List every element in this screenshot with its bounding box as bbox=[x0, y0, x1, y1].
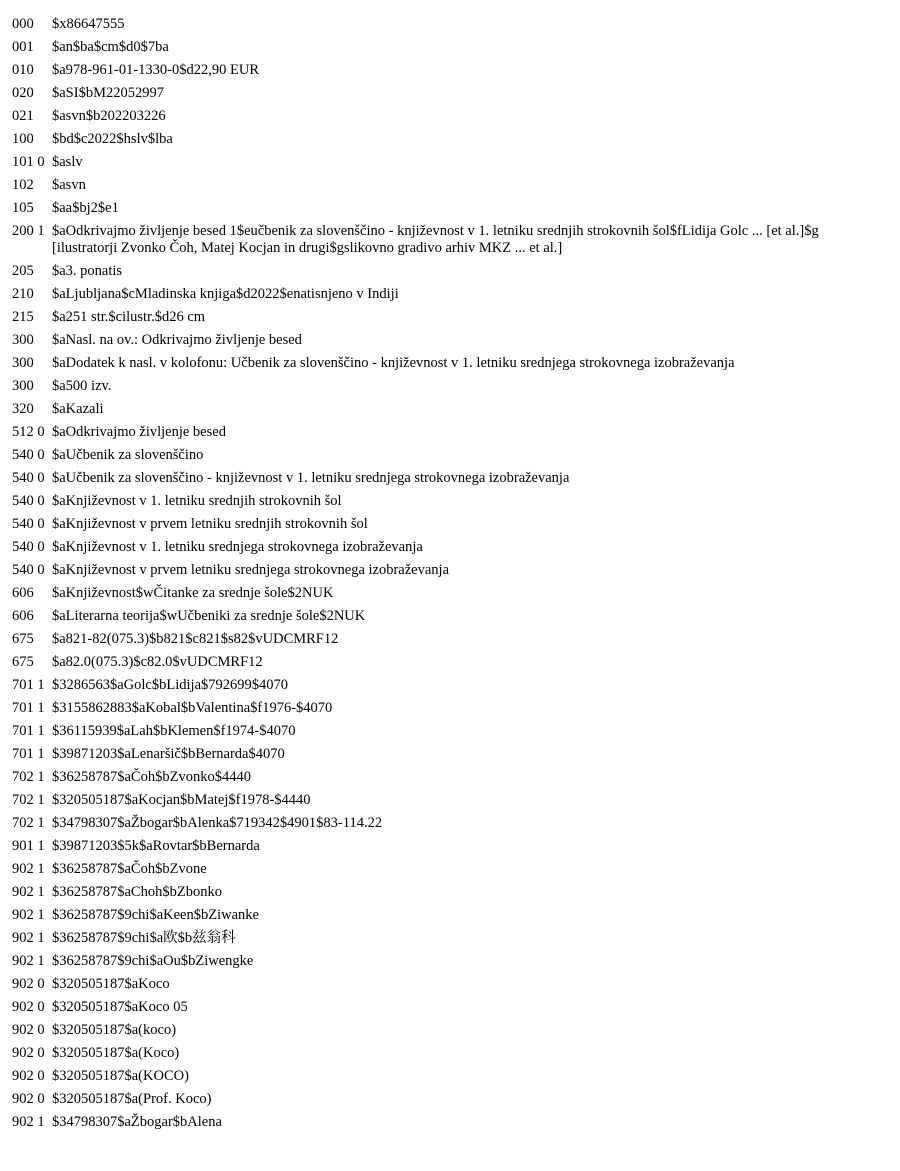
field-tag: 702 bbox=[12, 792, 34, 808]
field-indicator: 1 bbox=[37, 700, 45, 716]
field-tag: 701 bbox=[12, 746, 34, 762]
field-tag: 540 bbox=[12, 562, 34, 578]
field-tag-cell bbox=[12, 424, 52, 447]
field-tag: 902 bbox=[12, 953, 34, 969]
field-value: $a821-82(075.3)$b821$c821$s82$vUDCMRF12 bbox=[52, 631, 339, 647]
field-tag-cell bbox=[12, 746, 52, 769]
field-value: $a3. ponatis bbox=[52, 263, 123, 279]
field-tag-cell bbox=[12, 884, 52, 907]
field-value: $36258787$9chi$aOu$bZiwengke bbox=[52, 953, 254, 969]
field-indicator: 1 bbox=[37, 861, 45, 877]
field-tag: 540 bbox=[12, 516, 34, 532]
marc-field-row bbox=[12, 953, 872, 976]
marc-field-row bbox=[12, 562, 872, 585]
field-indicator: 0 bbox=[37, 1091, 45, 1107]
field-tag-cell bbox=[12, 700, 52, 723]
field-tag: 300 bbox=[12, 332, 34, 348]
marc-field-row bbox=[12, 608, 872, 631]
field-tag-cell bbox=[12, 792, 52, 815]
field-tag-cell bbox=[12, 108, 52, 131]
field-tag-cell bbox=[12, 223, 52, 263]
marc-field-row bbox=[12, 309, 872, 332]
field-tag-cell bbox=[12, 815, 52, 838]
marc-field-row bbox=[12, 516, 872, 539]
field-tag: 902 bbox=[12, 999, 34, 1015]
field-tag: 675 bbox=[12, 654, 34, 670]
field-tag: 902 bbox=[12, 861, 34, 877]
field-tag-cell bbox=[12, 1045, 52, 1068]
field-value: $320505187$a(Prof. Koco) bbox=[52, 1091, 212, 1107]
marc-field-row bbox=[12, 108, 872, 131]
field-tag-cell bbox=[12, 562, 52, 585]
field-value: $aSI$bM22052997 bbox=[52, 85, 164, 101]
field-tag-cell bbox=[12, 1114, 52, 1137]
field-tag-cell bbox=[12, 493, 52, 516]
marc-field-row bbox=[12, 907, 872, 930]
marc-field-row bbox=[12, 930, 872, 953]
field-value: $aKnjiževnost v prvem letniku srednjih strokovnih šol bbox=[52, 516, 368, 532]
field-tag: 200 bbox=[12, 223, 34, 239]
marc-field-row bbox=[12, 723, 872, 746]
field-indicator: 1 bbox=[37, 907, 45, 923]
field-value: $39871203$5k$aRovtar$bBernarda bbox=[52, 838, 260, 854]
marc-field-row bbox=[12, 16, 872, 39]
field-value: $aKazali bbox=[52, 401, 104, 417]
field-value: $aKnjiževnost v 1. letniku srednjega strokovnega izobraževanja bbox=[52, 539, 423, 555]
field-tag: 300 bbox=[12, 378, 34, 394]
field-indicator: 0 bbox=[37, 424, 45, 440]
field-indicator: 0 bbox=[37, 154, 45, 170]
field-tag-cell bbox=[12, 677, 52, 700]
marc-field-row bbox=[12, 585, 872, 608]
marc-field-row bbox=[12, 85, 872, 108]
field-tag: 701 bbox=[12, 700, 34, 716]
field-tag: 215 bbox=[12, 309, 34, 325]
field-tag-cell bbox=[12, 177, 52, 200]
field-tag: 102 bbox=[12, 177, 34, 193]
field-tag-cell bbox=[12, 631, 52, 654]
marc-field-row bbox=[12, 1045, 872, 1068]
marc-field-row bbox=[12, 677, 872, 700]
marc-field-row bbox=[12, 286, 872, 309]
field-value: $3155862883$aKobal$bValentina$f1976-$4070 bbox=[52, 700, 333, 716]
marc-field-row bbox=[12, 700, 872, 723]
field-value: $aLiterarna teorija$wUčbeniki za srednje šole$2NUK bbox=[52, 608, 366, 624]
field-indicator: 0 bbox=[37, 562, 45, 578]
marc-field-row bbox=[12, 39, 872, 62]
field-tag: 010 bbox=[12, 62, 34, 78]
field-value: $a251 str.$cilustr.$d26 cm bbox=[52, 309, 206, 325]
field-indicator: 1 bbox=[37, 884, 45, 900]
field-value: $3286563$aGolc$bLidija$792699$4070 bbox=[52, 677, 289, 693]
field-value: $aKnjiževnost v 1. letniku srednjih strokovnih šol bbox=[52, 493, 342, 509]
field-tag: 902 bbox=[12, 976, 34, 992]
field-tag: 702 bbox=[12, 815, 34, 831]
field-tag-cell bbox=[12, 447, 52, 470]
marc-field-row bbox=[12, 493, 872, 516]
field-value: $aLjubljana$cMladinska knjiga$d2022$enatisnjeno v Indiji bbox=[52, 286, 399, 302]
marc-field-row bbox=[12, 1022, 872, 1045]
field-indicator: 1 bbox=[37, 930, 45, 946]
field-tag: 000 bbox=[12, 16, 34, 32]
field-value: $aslv bbox=[52, 154, 83, 170]
field-tag: 902 bbox=[12, 930, 34, 946]
field-indicator: 1 bbox=[37, 746, 45, 762]
field-tag: 902 bbox=[12, 1091, 34, 1107]
marc-field-row bbox=[12, 838, 872, 861]
field-tag-cell bbox=[12, 16, 52, 39]
field-tag: 020 bbox=[12, 85, 34, 101]
marc-field-row bbox=[12, 447, 872, 470]
field-tag: 902 bbox=[12, 1045, 34, 1061]
field-value: $aUčbenik za slovenščino - književnost v 1. letniku srednjega strokovnega izobraževanja bbox=[52, 470, 570, 486]
marc-field-row bbox=[12, 999, 872, 1022]
marc-field-row bbox=[12, 62, 872, 85]
field-tag-cell bbox=[12, 654, 52, 677]
field-indicator: 0 bbox=[37, 976, 45, 992]
marc-field-row bbox=[12, 769, 872, 792]
field-tag: 701 bbox=[12, 677, 34, 693]
field-tag-cell bbox=[12, 332, 52, 355]
marc-field-row bbox=[12, 1114, 872, 1137]
field-tag-cell bbox=[12, 286, 52, 309]
field-tag-cell bbox=[12, 62, 52, 85]
field-tag: 606 bbox=[12, 608, 34, 624]
field-tag-cell bbox=[12, 930, 52, 953]
marc-field-row bbox=[12, 884, 872, 907]
field-value: $36258787$9chi$a欧$b兹翁科 bbox=[52, 930, 236, 946]
field-tag: 540 bbox=[12, 539, 34, 555]
field-tag-cell bbox=[12, 999, 52, 1022]
field-value: $320505187$a(Koco) bbox=[52, 1045, 180, 1061]
field-tag: 902 bbox=[12, 1114, 34, 1130]
field-tag-cell bbox=[12, 263, 52, 286]
field-tag: 675 bbox=[12, 631, 34, 647]
field-tag-cell bbox=[12, 585, 52, 608]
field-indicator: 1 bbox=[37, 815, 45, 831]
field-value: $36258787$9chi$aKeen$bZiwanke bbox=[52, 907, 259, 923]
field-value: $a500 izv. bbox=[52, 378, 112, 394]
field-tag-cell bbox=[12, 516, 52, 539]
field-value: $aOdkrivajmo življenje besed 1$eučbenik za slovenščino - književnost v 1. letniku srednjih strokovnih šol$fLidija Golc ... [et al.]$g [ilustratorji Zvonko Čoh, Matej Kocjan in drugi$gslikovno gradivo arhiv MKZ ... et al.] bbox=[52, 223, 819, 256]
field-value: $aKnjiževnost v prvem letniku srednjega strokovnega izobraževanja bbox=[52, 562, 450, 578]
field-tag-cell bbox=[12, 154, 52, 177]
field-value: $39871203$aLenaršič$bBernarda$4070 bbox=[52, 746, 285, 762]
field-tag: 210 bbox=[12, 286, 34, 302]
field-indicator: 0 bbox=[37, 447, 45, 463]
field-tag: 902 bbox=[12, 1068, 34, 1084]
field-indicator: 1 bbox=[37, 769, 45, 785]
marc-field-row bbox=[12, 631, 872, 654]
field-value: $36115939$aLah$bKlemen$f1974-$4070 bbox=[52, 723, 296, 739]
field-value: $320505187$aKoco bbox=[52, 976, 170, 992]
field-tag: 105 bbox=[12, 200, 34, 216]
field-tag: 606 bbox=[12, 585, 34, 601]
field-tag: 901 bbox=[12, 838, 34, 854]
field-value: $a82.0(075.3)$c82.0$vUDCMRF12 bbox=[52, 654, 263, 670]
field-indicator: 0 bbox=[37, 999, 45, 1015]
field-tag: 021 bbox=[12, 108, 34, 124]
marc-field-row bbox=[12, 792, 872, 815]
field-tag-cell bbox=[12, 309, 52, 332]
field-tag: 100 bbox=[12, 131, 34, 147]
field-indicator: 1 bbox=[37, 723, 45, 739]
marc-field-row bbox=[12, 154, 872, 177]
field-indicator: 0 bbox=[37, 470, 45, 486]
field-value: $320505187$aKocjan$bMatej$f1978-$4440 bbox=[52, 792, 311, 808]
field-tag-cell bbox=[12, 838, 52, 861]
field-tag-cell bbox=[12, 769, 52, 792]
field-tag-cell bbox=[12, 608, 52, 631]
marc-field-row bbox=[12, 470, 872, 493]
marc-field-row bbox=[12, 654, 872, 677]
marc-record-body bbox=[12, 16, 872, 1137]
field-value: $aa$bj2$e1 bbox=[52, 200, 119, 216]
field-value: $36258787$aČoh$bZvonko$4440 bbox=[52, 769, 251, 785]
field-indicator: 0 bbox=[37, 1022, 45, 1038]
field-tag: 300 bbox=[12, 355, 34, 371]
marc-field-row bbox=[12, 332, 872, 355]
field-tag: 540 bbox=[12, 447, 34, 463]
field-tag: 701 bbox=[12, 723, 34, 739]
field-tag-cell bbox=[12, 355, 52, 378]
field-indicator: 0 bbox=[37, 1045, 45, 1061]
field-value: $bd$c2022$hslv$lba bbox=[52, 131, 173, 147]
marc-field-row bbox=[12, 815, 872, 838]
field-tag: 702 bbox=[12, 769, 34, 785]
field-value: $aKnjiževnost$wČitanke za srednje šole$2NUK bbox=[52, 585, 334, 601]
field-value: $asvn bbox=[52, 177, 86, 193]
marc-field-row bbox=[12, 539, 872, 562]
field-tag-cell bbox=[12, 131, 52, 154]
marc-field-row bbox=[12, 746, 872, 769]
field-value: $x86647555 bbox=[52, 16, 125, 32]
field-tag: 101 bbox=[12, 154, 34, 170]
field-indicator: 0 bbox=[37, 1068, 45, 1084]
field-value: $320505187$aKoco 05 bbox=[52, 999, 188, 1015]
field-indicator: 1 bbox=[37, 677, 45, 693]
field-tag-cell bbox=[12, 861, 52, 884]
field-tag: 902 bbox=[12, 884, 34, 900]
field-tag: 902 bbox=[12, 1022, 34, 1038]
field-tag: 001 bbox=[12, 39, 34, 55]
marc-field-row bbox=[12, 223, 872, 263]
field-value: $aDodatek k nasl. v kolofonu: Učbenik za slovenščino - književnost v 1. letniku srednjega strokovnega izobraževanja bbox=[52, 355, 735, 371]
marc-field-row bbox=[12, 976, 872, 999]
field-tag-cell bbox=[12, 378, 52, 401]
field-indicator: 0 bbox=[37, 539, 45, 555]
field-indicator: 1 bbox=[37, 838, 45, 854]
field-indicator: 0 bbox=[37, 493, 45, 509]
field-value: $36258787$aChoh$bZbonko bbox=[52, 884, 222, 900]
field-tag-cell bbox=[12, 976, 52, 999]
field-tag: 320 bbox=[12, 401, 34, 417]
marc-field-row bbox=[12, 263, 872, 286]
field-indicator: 1 bbox=[37, 1114, 45, 1130]
marc-field-row bbox=[12, 861, 872, 884]
field-indicator: 1 bbox=[37, 953, 45, 969]
marc-field-row bbox=[12, 1068, 872, 1091]
field-tag-cell bbox=[12, 200, 52, 223]
marc-field-row bbox=[12, 355, 872, 378]
field-tag-cell bbox=[12, 39, 52, 62]
field-tag: 540 bbox=[12, 470, 34, 486]
field-tag-cell bbox=[12, 1091, 52, 1114]
field-value: $36258787$aČoh$bZvone bbox=[52, 861, 207, 877]
field-tag: 540 bbox=[12, 493, 34, 509]
marc-field-row bbox=[12, 401, 872, 424]
field-tag: 205 bbox=[12, 263, 34, 279]
field-tag-cell bbox=[12, 470, 52, 493]
field-tag-cell bbox=[12, 85, 52, 108]
field-tag-cell bbox=[12, 539, 52, 562]
field-value: $aOdkrivajmo življenje besed bbox=[52, 424, 226, 440]
field-value: $asvn$b202203226 bbox=[52, 108, 166, 124]
field-tag-cell bbox=[12, 907, 52, 930]
marc-field-row bbox=[12, 177, 872, 200]
marc-record-table bbox=[12, 16, 872, 1137]
field-tag-cell bbox=[12, 953, 52, 976]
marc-field-row bbox=[12, 131, 872, 154]
field-value: $320505187$a(koco) bbox=[52, 1022, 177, 1038]
field-value: $320505187$a(KOCO) bbox=[52, 1068, 189, 1084]
marc-field-row bbox=[12, 200, 872, 223]
marc-field-row bbox=[12, 1091, 872, 1114]
field-tag-cell bbox=[12, 1022, 52, 1045]
field-indicator: 1 bbox=[37, 223, 45, 239]
field-indicator: 1 bbox=[37, 792, 45, 808]
marc-field-row bbox=[12, 378, 872, 401]
field-value: $aNasl. na ov.: Odkrivajmo življenje besed bbox=[52, 332, 302, 348]
field-value: $a978-961-01-1330-0$d22,90 EUR bbox=[52, 62, 260, 78]
field-tag-cell bbox=[12, 1068, 52, 1091]
field-value: $34798307$aŽbogar$bAlenka$719342$4901$83-114.22 bbox=[52, 815, 383, 831]
field-tag: 902 bbox=[12, 907, 34, 923]
field-value: $an$ba$cm$d0$7ba bbox=[52, 39, 169, 55]
field-value: $34798307$aŽbogar$bAlena bbox=[52, 1114, 222, 1130]
field-tag-cell bbox=[12, 401, 52, 424]
marc-field-row bbox=[12, 424, 872, 447]
field-value: $aUčbenik za slovenščino bbox=[52, 447, 204, 463]
field-indicator: 0 bbox=[37, 516, 45, 532]
field-tag: 512 bbox=[12, 424, 34, 440]
field-tag-cell bbox=[12, 723, 52, 746]
